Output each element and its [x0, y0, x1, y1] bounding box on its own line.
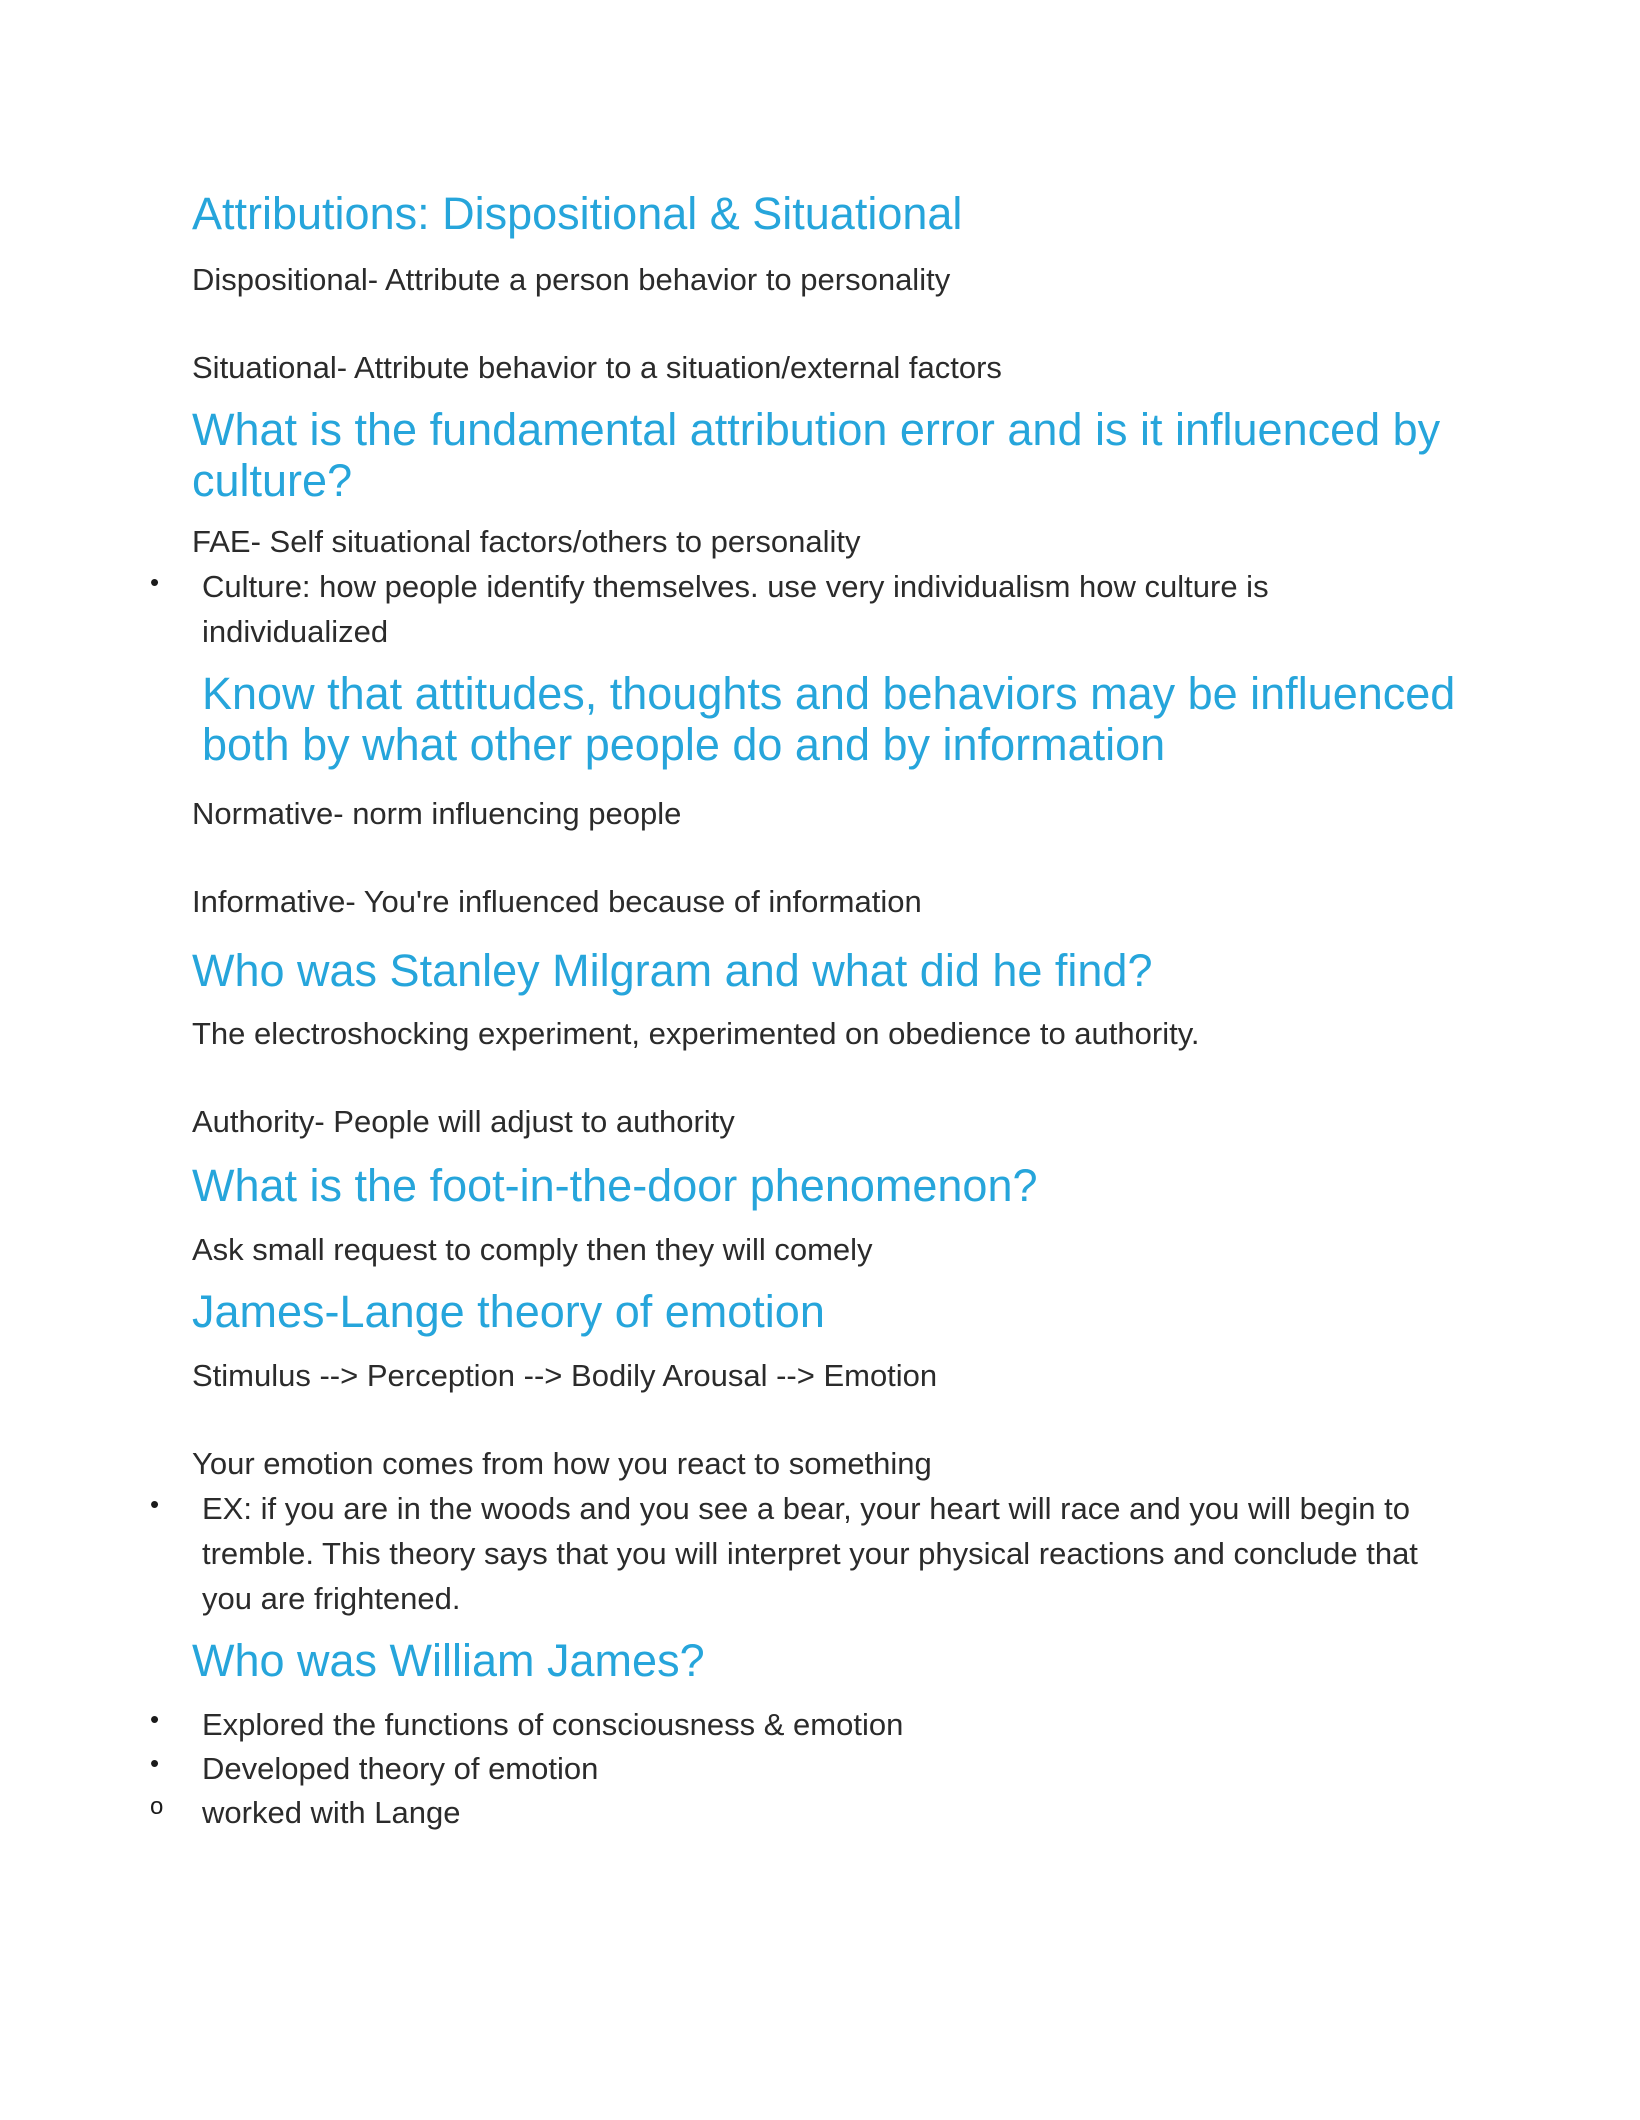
paragraph-emotion-reaction: Your emotion comes from how you react to something — [192, 1446, 932, 1481]
paragraph-electroshock: The electroshocking experiment, experimented on obedience to authority. — [192, 1016, 1200, 1051]
bullet-marker: • — [150, 1704, 160, 1734]
paragraph-normative: Normative- norm influencing people — [192, 796, 682, 831]
heading-foot-in-the-door: What is the foot-in-the-door phenomenon? — [192, 1160, 1038, 1211]
bullet-explored-functions: Explored the functions of consciousness & emotion — [202, 1707, 904, 1742]
heading-fundamental-attribution-error: What is the fundamental attribution error and is it influenced by culture? — [192, 404, 1441, 506]
bullet-culture: Culture: how people identify themselves. use very individualism how culture is individualized — [202, 569, 1269, 649]
heading-attributions: Attributions: Dispositional & Situational — [192, 188, 963, 239]
bullet-developed-theory: Developed theory of emotion — [202, 1751, 599, 1786]
paragraph-stimulus-chain: Stimulus --> Perception --> Bodily Arousal --> Emotion — [192, 1358, 938, 1393]
sub-bullet-worked-with-lange: worked with Lange — [202, 1795, 461, 1830]
heading-james-lange: James-Lange theory of emotion — [192, 1286, 825, 1337]
bullet-marker: • — [150, 567, 160, 597]
sub-bullet-marker: o — [150, 1793, 164, 1820]
paragraph-dispositional: Dispositional- Attribute a person behavior to personality — [192, 262, 951, 297]
paragraph-informative: Informative- You're influenced because of information — [192, 884, 922, 919]
paragraph-situational: Situational- Attribute behavior to a situation/external factors — [192, 350, 1002, 385]
heading-milgram: Who was Stanley Milgram and what did he find? — [192, 945, 1153, 996]
bullet-bear-example: EX: if you are in the woods and you see a bear, your heart will race and you will begin to tremble. This theory says that you will interpret your physical reactions and conclude that you are frightened. — [202, 1491, 1418, 1616]
heading-william-james: Who was William James? — [192, 1635, 705, 1686]
paragraph-fae: FAE- Self situational factors/others to personality — [192, 524, 861, 559]
bullet-marker: • — [150, 1489, 160, 1519]
paragraph-small-request: Ask small request to comply then they will comely — [192, 1232, 873, 1267]
bullet-marker: • — [150, 1748, 160, 1778]
heading-attitudes-influence: Know that attitudes, thoughts and behaviors may be influenced both by what other people do and by information — [202, 668, 1456, 770]
paragraph-authority: Authority- People will adjust to authority — [192, 1104, 735, 1139]
